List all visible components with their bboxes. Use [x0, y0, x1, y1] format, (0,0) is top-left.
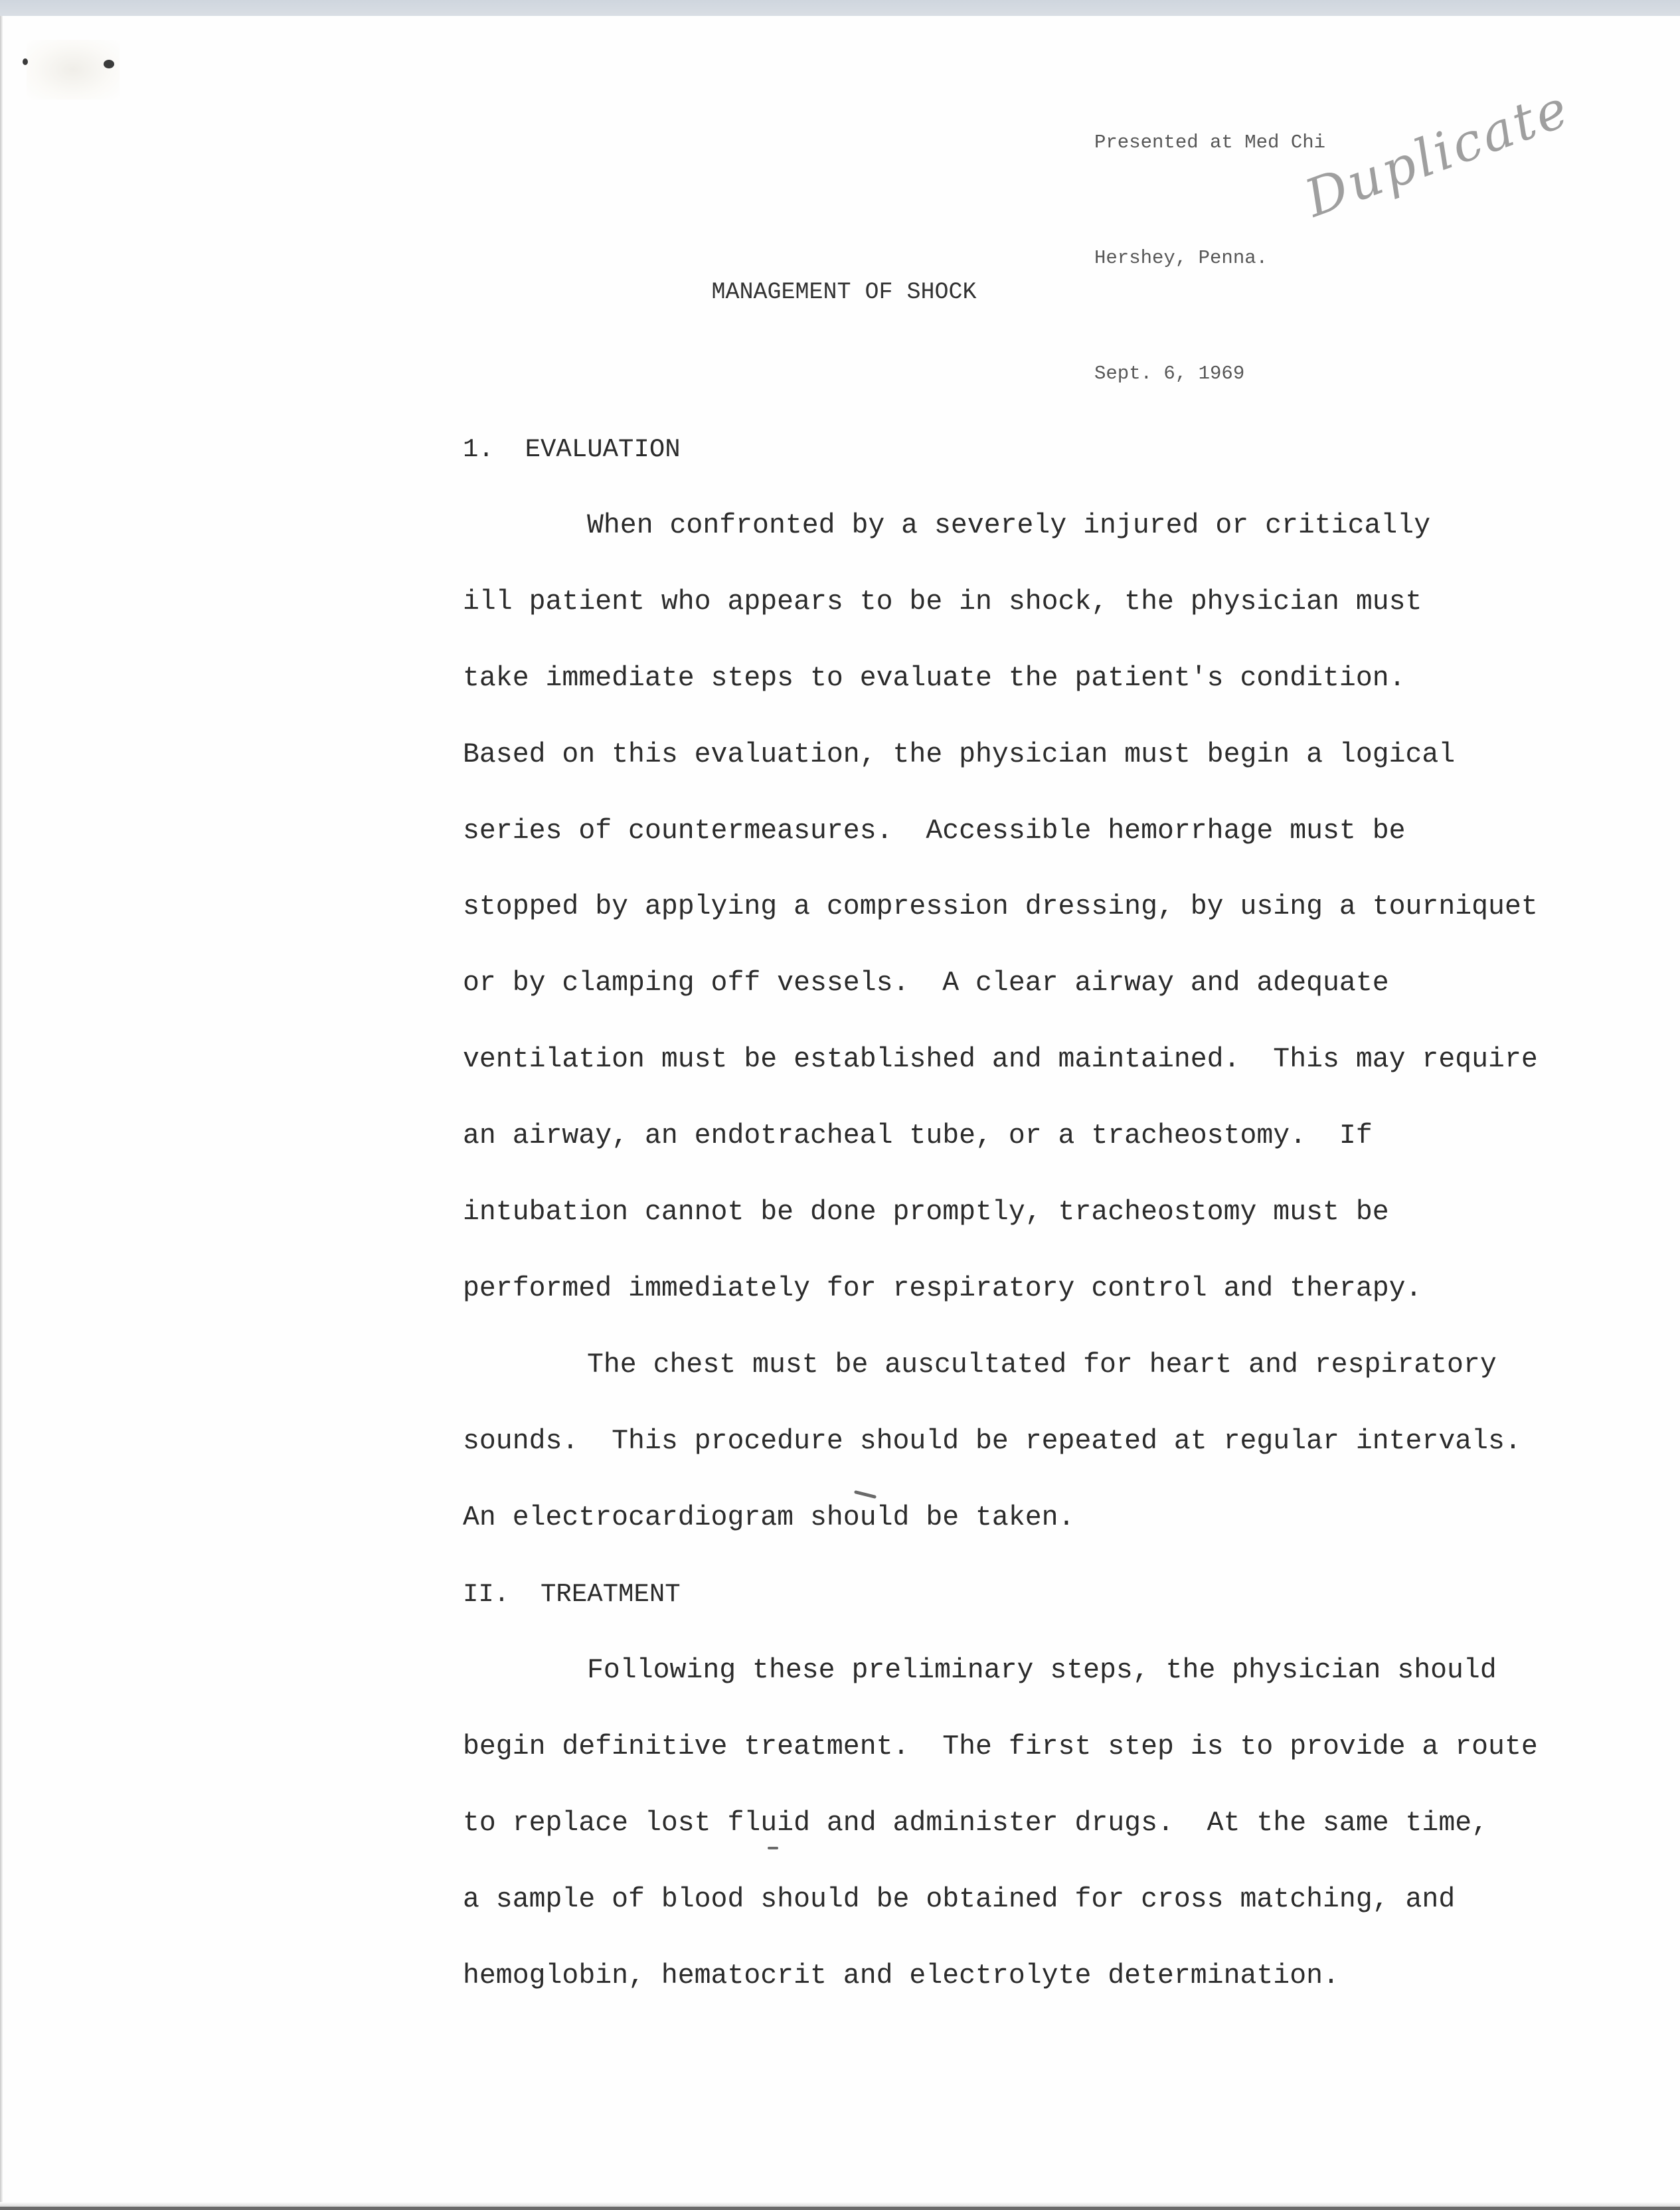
- presentation-venue: Presented at Med Chi: [1094, 131, 1326, 153]
- paragraph-line: or by clamping off vessels. A clear airway and adequate: [463, 968, 1389, 999]
- handwritten-duplicate-annotation: Duplicate: [1298, 78, 1578, 229]
- presentation-location: Hershey, Penna.: [1094, 247, 1268, 269]
- paragraph-line: series of countermeasures. Accessible hemorrhage must be: [463, 815, 1406, 847]
- section-heading-treatment: II. TREATMENT: [463, 1580, 681, 1609]
- paragraph-line: sounds. This procedure should be repeated at regular intervals.: [463, 1426, 1521, 1457]
- paragraph-line: ill patient who appears to be in shock, the physician must: [463, 586, 1422, 618]
- paragraph-line: begin definitive treatment. The first step is to provide a route: [463, 1731, 1538, 1762]
- paper-smudge: [27, 40, 120, 100]
- ink-speck: [23, 58, 28, 65]
- paragraph-line: intubation cannot be done promptly, tracheostomy must be: [463, 1197, 1389, 1228]
- ink-speck: [104, 60, 114, 68]
- document-title: [0, 279, 1680, 305]
- paragraph-line: an airway, an endotracheal tube, or a tracheostomy. If: [463, 1120, 1373, 1151]
- paragraph-line: When confronted by a severely injured or critically: [587, 510, 1431, 541]
- paragraph-line: performed immediately for respiratory control and therapy.: [463, 1273, 1422, 1304]
- paragraph-line: take immediate steps to evaluate the patient's condition.: [463, 663, 1406, 694]
- paragraph-line: a sample of blood should be obtained for cross matching, and: [463, 1884, 1456, 1915]
- paragraph-line: ventilation must be established and maintained. This may require: [463, 1044, 1538, 1075]
- scanner-edge-bottom: [0, 2207, 1680, 2210]
- paragraph-line: Based on this evaluation, the physician must begin a logical: [463, 739, 1456, 770]
- paragraph-line: Following these preliminary steps, the physician should: [587, 1655, 1497, 1686]
- presentation-date: Sept. 6, 1969: [1094, 363, 1245, 384]
- document-title-text: MANAGEMENT OF SHOCK: [711, 279, 977, 305]
- stray-pencil-mark: [854, 1490, 877, 1499]
- paragraph-line: An electrocardiogram should be taken.: [463, 1502, 1075, 1533]
- paragraph-line: stopped by applying a compression dressing, by using a tourniquet: [463, 891, 1538, 922]
- paragraph-line: to replace lost fluid and administer drugs. At the same time,: [463, 1808, 1489, 1839]
- presentation-info: [1094, 46, 1325, 432]
- scanner-edge-top: [0, 0, 1680, 16]
- paragraph-line: hemoglobin, hematocrit and electrolyte determination.: [463, 1960, 1339, 1992]
- scanner-edge-left: [0, 16, 3, 2207]
- paragraph-line: The chest must be auscultated for heart and respiratory: [587, 1349, 1497, 1381]
- stray-pencil-mark: [768, 1847, 778, 1849]
- section-heading-evaluation: 1. EVALUATION: [463, 435, 681, 464]
- scanner-shadow-bottom: [0, 2202, 1680, 2207]
